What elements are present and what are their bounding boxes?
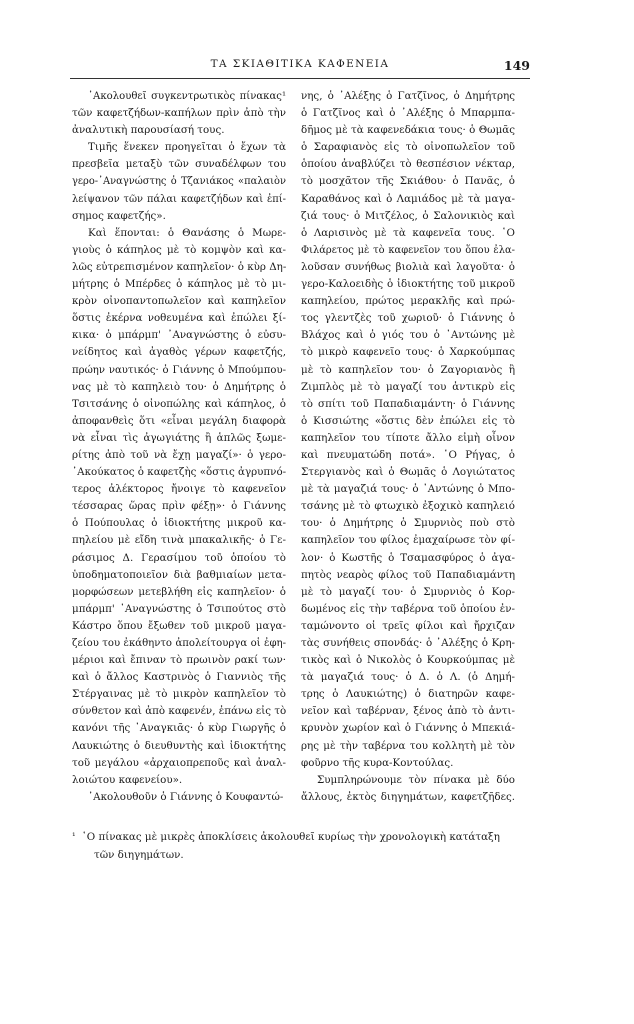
text-line: ράσιμος Δ. Γερασίμου τοῦ ὁποίου τὸ — [72, 551, 286, 564]
text-line: ὅστις ἐκέρνα νοθευμένα καὶ ἐπώλει ξί- — [72, 312, 286, 325]
footnote-text: ῾Ο πίνακας μὲ μικρὲς ἀποκλίσεις ἀκολουθεῖ κυρίως τὴν χρονολογικὴ κατάταξη — [81, 831, 500, 843]
text-line: τσάνης μὲ τὸ φτωχικὸ ἐξοχικὸ καπηλειό — [301, 500, 515, 513]
left-text-column — [72, 88, 286, 806]
running-header — [70, 58, 530, 76]
text-line: Ζιμπλὸς μὲ τὸ μαγαζί του ἀντικρὺ εἰς — [301, 380, 515, 393]
header-rule — [70, 78, 530, 79]
text-line: τὰ μαγαζιά τους· ὁ Δ. ὁ Λ. (ὁ Δημή- — [301, 671, 515, 684]
text-line: καὶ ὁ ἄλλος Καστρινὸς ὁ Γιαννιὸς τῆς — [72, 671, 286, 684]
text-line: Καὶ ἕπονται: ὁ Θανάσης ὁ Μωρε- — [88, 226, 286, 239]
text-line: ταμώνοντο οἱ τρεῖς φίλοι καὶ ἤρχιζαν — [301, 619, 515, 632]
text-line: ζιά τους· ὁ Μιτζέλος, ὁ Σαλονικιὸς καὶ — [301, 209, 515, 222]
text-line: νας μὲ τὸ καπηλειὸ του· ὁ Δημήτρης ὁ — [72, 380, 286, 393]
text-line: σύνθετον καὶ ἀπὸ καφενέν, ἐπάνω εἰς τὸ — [72, 705, 286, 718]
text-line: τερος ἀλέκτορος ἤνοιγε τὸ καφενεῖον — [72, 483, 286, 496]
footnote-marker: ¹ — [72, 832, 76, 842]
text-line: Στέργαινας μὲ τὸ μικρὸν καπηλεῖον τὸ — [72, 688, 286, 701]
text-line: δῆμος μὲ τὰ καφενεδάκια τους· ὁ Θωμᾶς — [301, 124, 515, 137]
text-line: πηλείου μὲ εἴδη τινὰ μπακαλικῆς· ὁ Γε- — [72, 534, 286, 547]
text-line: σημος καφετζής». — [72, 209, 166, 222]
text-line: τρης ὁ Λαυκιώτης) ὁ διατηρῶν καφε- — [301, 688, 515, 701]
running-title: ΤΑ ΣΚΙΑΘΙΤΙΚΑ ΚΑΦΕΝΕΙΑ — [210, 58, 390, 70]
text-line: πητὸς νεαρὸς φίλος τοῦ Παπαδιαμάντη — [301, 568, 515, 581]
text-line: κανόνι τῆς ᾿Αναγκιᾶς· ὁ κὺρ Γιωργῆς ὁ — [72, 722, 286, 735]
footnote-line — [72, 828, 534, 846]
text-line: λείψανον τῶν πάλαι καφετζήδων καὶ ἐπί- — [72, 193, 286, 205]
text-line: Φιλάρετος μὲ τὸ καφενεῖον του ὅπου ἐλα- — [301, 244, 515, 256]
text-line: ὁ Γατζῖνος καὶ ὁ ᾿Αλέξης ὁ Μπαρμπα- — [301, 107, 515, 120]
footnote — [72, 828, 534, 864]
text-line: πρώην ναυτικός· ὁ Γιάννης ὁ Μπούμπου- — [72, 364, 286, 376]
text-line: τος γλεντζὲς τοῦ χωριοῦ· ὁ Γιάννης ὁ — [301, 312, 515, 325]
text-line: νεῖον καὶ ταβέρναν, ξένος ἀπὸ τὸ ἀντι- — [301, 705, 515, 718]
text-line: καπηλεῖον του φίλος ἐμαχαίρωσε τὸν φί- — [301, 535, 515, 547]
text-line: λοῦσαν συνήθως βιολιὰ καὶ λαγοῦτα· ὁ — [301, 260, 515, 273]
text-line: ρης μὲ τὴν ταβέρνα του κολλητὴ μὲ τὸν — [301, 739, 515, 752]
text-line: κρυνὸν χωρίον καὶ ὁ Γιάννης ὁ Μπεκιά- — [301, 722, 515, 735]
page-number: 149 — [503, 58, 530, 73]
text-line: τοῦ μεγάλου «ἀρχαιοπρεποῦς καὶ ἀναλ- — [72, 756, 286, 769]
text-line: ὁ Σαραφιανὸς εἰς τὸ οἰνοπωλεῖον τοῦ — [301, 141, 515, 154]
text-line: Στεργιανὸς καὶ ὁ Θωμᾶς ὁ Λογιώτατος — [301, 466, 515, 479]
text-line: Συμπληρώνουμε τὸν πίνακα μὲ δύο — [317, 773, 515, 786]
text-line: ζείου του ἐκάθηντο ἀπολείτουργα οἱ ἐφη- — [72, 638, 286, 649]
text-line: μὲ τὰ μαγαζιά τους· ὁ ᾿Αντώνης ὁ Μπο- — [301, 483, 515, 496]
footnote-line: τῶν διηγημάτων. — [94, 849, 184, 861]
text-line: καπηλεῖον του τίποτε ἄλλο εἰμὴ οἶνον — [301, 431, 515, 444]
text-line: φοῦρνο τῆς κυρα-Κοντούλας. — [301, 756, 454, 769]
text-line: Τσιτσάνης ὁ οἰνοπώλης καὶ κάπηλος, ὁ — [72, 397, 286, 410]
text-line: λον· ὁ Κωστῆς ὁ Τσαμασφύρος ὁ ἀγα- — [301, 551, 515, 564]
text-line: τικὸς καὶ ὁ Νικολὸς ὁ Κουρκούμπας μὲ — [301, 654, 515, 667]
text-line: κικα· ὁ μπάρμπ' ᾿Αναγνώστης ὁ εὐσυ- — [72, 329, 286, 342]
text-line: νὰ εἶναι τὶς ἀγωγιάτης ἢ ἁπλῶς ξωμε- — [72, 431, 286, 444]
text-line: ὁ Κισσιώτης «ὅστις δὲν ἐπώλει εἰς τὸ — [301, 414, 515, 427]
text-line: ᾿Ακολουθοῦν ὁ Γιάννης ὁ Κουφαντώ- — [88, 790, 284, 803]
text-line: Τιμῆς ἕνεκεν προηγεῖται ὁ ἔχων τὰ — [88, 141, 286, 154]
text-line: γερο-᾿Αναγνώστης ὁ Τζανιάκος «παλαιὸν — [72, 176, 286, 188]
text-line: πρεσβεῖα μεταξὺ τῶν συναδέλφων του — [72, 158, 286, 171]
text-line: Κάστρο ὅπου ἔξωθεν τοῦ μικροῦ μαγα- — [72, 619, 286, 632]
text-line: ἄλλους, ἐκτὸς διηγημάτων, καφετζῆδες. — [301, 790, 515, 803]
text-line: γερο-Καλοειδὴς ὁ ἰδιοκτήτης τοῦ μικροῦ — [301, 278, 515, 291]
text-line: γιοὺς ὁ κάπηλος μὲ τὸ κομψὸν καὶ κα- — [72, 243, 286, 256]
text-line: τὸ μικρὸ καφενεῖο τους· ὁ Χαρκούμπας — [301, 346, 515, 359]
text-line: δωμένος εἰς τὴν ταβέρνα τοῦ ὁποίου ἐν- — [301, 602, 515, 615]
text-line: καπηλείου, πρώτος μερακλῆς καὶ πρώ- — [301, 295, 515, 308]
text-line: Βλάχος καὶ ὁ γιός του ὁ ᾿Αντώνης μὲ — [301, 329, 515, 342]
text-line: μὲ τὸ μαγαζί του· ὁ Σμυρνιὸς ὁ Κορ- — [301, 585, 515, 598]
text-line: τέσσαρας ὥρας πρὶν φέξῃ»· ὁ Γιάννης — [72, 500, 286, 513]
text-line: ᾿Ακούκατος ὁ καφετζὴς «ὅστις ἀγρυπνό- — [72, 466, 286, 479]
text-line: Καραθάνος καὶ ὁ Λαμιάδος μὲ τὰ μαγα- — [301, 192, 515, 205]
text-line: ὑποδηματοποιεῖον διὰ βαθμιαίων μετα- — [72, 568, 286, 581]
text-line: τὸ μοσχᾶτον τῆς Σκιάθου· ὁ Πανᾶς, ὁ — [301, 175, 515, 188]
text-line: ρίτης ἀπὸ τοῦ νὰ ἔχῃ μαγαζί»· ὁ γερο- — [72, 448, 286, 461]
text-line: μήτρης ὁ Μπέρδες ὁ κάπηλος μὲ τὸ μι- — [72, 278, 286, 291]
text-line: κρὸν οἰνοπαντοπωλεῖον καὶ καπηλεῖον — [72, 295, 286, 308]
text-line: του· ὁ Δημήτρης ὁ Σμυρνιὸς ποὺ στὸ — [301, 517, 515, 530]
text-line: ἀναλυτικὴ παρουσίασή τους. — [72, 124, 225, 137]
text-line: νης, ὁ ᾿Αλέξης ὁ Γατζῖνος, ὁ Δημήτρης — [301, 90, 515, 102]
text-line: καὶ πνευματώδη ποτά». ῾Ο Ρήγας, ὁ — [301, 448, 515, 461]
text-line: ὁ Λαρισινὸς μὲ τὰ καφενεῖα τους. ῾Ο — [301, 226, 515, 239]
text-line: μὲ τὸ καπηλεῖον του· ὁ Ζαγοριανὸς ἢ — [301, 363, 515, 376]
text-line: τῶν καφετζήδων-καπήλων πρὶν ἀπὸ τὴν — [72, 107, 286, 120]
text-line: μέριοι καὶ ἔπιναν τὸ πρωινὸν ρακί των· — [72, 654, 286, 667]
text-line: μορφώσεων μετεβλήθη εἰς καπηλεῖον· ὁ — [72, 585, 286, 598]
text-line: Λαυκιώτης ὁ διευθυντὴς καὶ ἰδιοκτήτης — [72, 739, 286, 752]
text-line: τὸ σπίτι τοῦ Παπαδιαμάντη· ὁ Γιάννης — [301, 397, 515, 410]
text-line: ᾿Ακολουθεῖ συγκεντρωτικὸς πίνακας¹ — [88, 91, 286, 102]
text-line: μπάρμπ' ᾿Αναγνώστης ὁ Τσιπούτος στὸ — [72, 602, 286, 615]
text-line: ὁποίου ἀναβλύζει τὸ θεσπέσιον νέκταρ, — [301, 158, 515, 171]
text-line: λοιώτου καφενείου». — [72, 773, 183, 786]
text-line: ἀποφανθεὶς ὅτι «εἶναι μεγάλη διαφορὰ — [72, 414, 286, 427]
text-line: ὁ Πούπουλας ὁ ἰδιοκτήτης μικροῦ κα- — [72, 517, 286, 530]
text-line: τὰς συνήθεις σπονδάς· ὁ ᾿Αλέξης ὁ Κρη- — [301, 637, 515, 649]
text-line: λῶς εὐτρεπισμένον καπηλεῖον· ὁ κὺρ Δη- — [72, 260, 286, 273]
text-line: νείδητος καὶ ἀγαθὸς γέρων καφετζής, — [72, 346, 286, 359]
right-text-column — [301, 88, 515, 806]
